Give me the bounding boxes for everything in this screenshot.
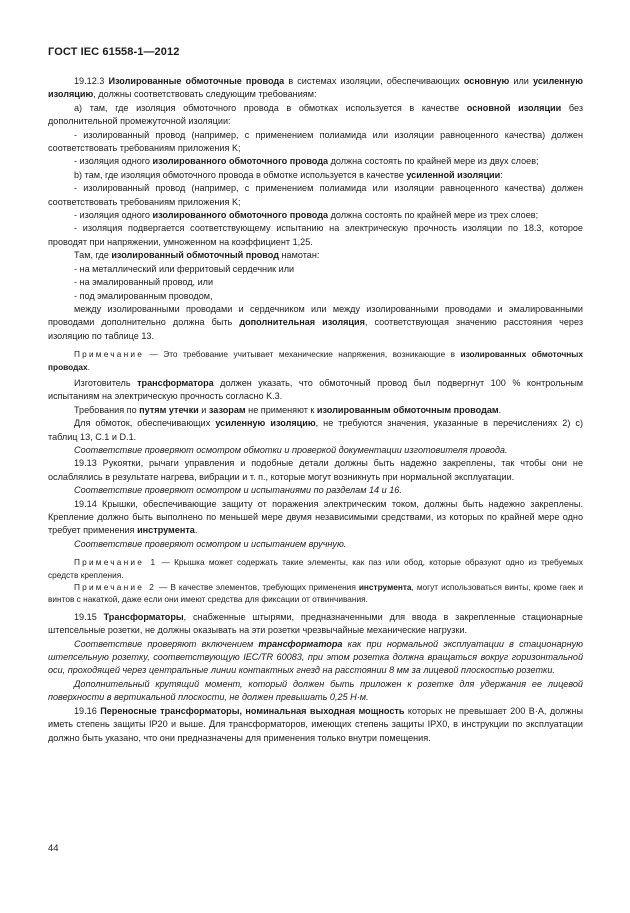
text-run: — В качестве элементов, требующих применения (156, 582, 359, 593)
term-bold: изолированным обмоточным проводам (316, 404, 499, 415)
document-body (48, 75, 583, 745)
term-bold: дополнительная изоляция (239, 317, 365, 328)
text-run: , могут использоваться винты, кроме гаек и винтов с накаткой, даже если они имеют средства для фиксации от отвинчивания. (48, 582, 584, 605)
paragraph (48, 129, 583, 156)
text-run: и (198, 404, 209, 415)
term-bold: инструмента (358, 582, 412, 593)
text-run: 19.13 Рукоятки, рычаги управления и подобные детали должны быть надежно закреплены, так чтобы они не ослаблялись в результате нагрева, вибрации и т. п., которые могут возникнуть при нормальной эксплуатации. (48, 458, 583, 482)
text-run: - изоляция подвергается соответствующему испытанию на электрическую прочность изоляции по 18.3, которое проводят при напряжении, умноженном на коэффициент 1,25. (48, 223, 583, 247)
text-run: . (194, 525, 198, 536)
term-bold: трансформатора (137, 377, 214, 388)
text-run: - изолированный провод (например, с применением полиамида или изоляции равноценного качества) должен соответствовать требованиям приложения K; (48, 183, 583, 207)
text-run: которых не превышает 200 В·А, должны иметь степень защиты IP20 и выше. Для трансформаторов, имеющих степень защиты IPX0, в инструкции по эксплуатации должно быть указано, что они предназначены для применения только внутри помещения. (48, 705, 583, 743)
text-run: без дополнительной промежуточной изоляции: (48, 102, 583, 127)
page-number: 44 (48, 843, 59, 854)
text-run: , соответствующая значению расстояния через изоляцию по таблице 13. (48, 317, 583, 341)
text-run: , должны соответствовать следующим требованиям: (93, 89, 317, 100)
paragraph (48, 169, 583, 182)
text-run: Изготовитель (74, 377, 138, 388)
text-run: должна состоять по крайней мере из двух слоев; (328, 156, 539, 167)
term-bold: зазорам (208, 404, 246, 415)
term-bold: инструмента (137, 525, 195, 536)
term-bold: трансформатора (258, 638, 343, 649)
text-run: 19.16 (74, 705, 101, 716)
text-run: между изолированными проводами и сердечником или между изолированными проводами и эмалированными проводами дополнительно должна быть (48, 303, 583, 328)
paragraph (48, 276, 583, 289)
text-run: Дополнительный крутящий момент, который должен быть приложен к розетке для удержания ее лицевой поверхности в вертикальной плоскости, не должен превышать 0,25 Н·м. (48, 678, 583, 703)
text-run: 19.15 (74, 611, 104, 622)
text-run: : (500, 169, 503, 180)
text-run: не применяют к (245, 404, 317, 415)
text-run: — Это требование учитывает механические напряжения, возникающие в (144, 349, 461, 360)
text-run: намотан: (278, 250, 320, 261)
paragraph (48, 498, 583, 538)
paragraph (48, 290, 583, 303)
text-run: должен указать, что обмоточный провод был подвергнут 100 % контрольным испытаниям на электрическую прочность согласно K.3. (48, 377, 584, 402)
term-bold: основную (463, 76, 510, 86)
text-run: - изоляция одного (74, 156, 153, 167)
paragraph (48, 611, 583, 638)
text-run: - под эмалированным проводом, (74, 290, 213, 301)
paragraph (48, 538, 583, 551)
text-run: 19.14 Крышки, обеспечивающие защиту от поражения электрическим током, должны быть надежно закреплены. Крепление должно быть выполнено по меньшей мере двумя независимыми средствами, из которых по крайней мере одно требует применения (48, 498, 583, 536)
paragraph (48, 705, 583, 745)
note-label: Примечание 1 (74, 557, 158, 568)
text-run: Для обмоток, обеспечивающих (74, 418, 216, 429)
document-header: ГОСТ IEC 61558-1—2012 (48, 46, 180, 58)
term-bold: Изолированные обмоточные провода (108, 76, 285, 86)
term-bold: изолированный обмоточный провод (111, 250, 279, 261)
paragraph (48, 404, 583, 417)
term-bold: путям утечки (139, 404, 199, 415)
note-paragraph (48, 581, 583, 606)
paragraph (48, 222, 583, 249)
text-run: Соответствие проверяют осмотром обмотки и проверкой документации изготовителя провода. (74, 444, 508, 455)
text-run: Соответствие проверяют осмотром и испытаниями по разделам 14 и 16. (74, 485, 402, 496)
text-run: - на металлический или ферритовый сердечник или (74, 263, 295, 274)
text-run: - изоляция одного (74, 210, 153, 221)
text-run: Соответствие проверяют включением (74, 638, 259, 649)
paragraph (48, 263, 583, 276)
term-bold: основной изоляции (466, 102, 562, 113)
term-bold: усиленную изоляцию (215, 418, 316, 429)
note-label: Примечание (74, 349, 145, 360)
paragraph (48, 638, 583, 678)
paragraph (48, 155, 583, 168)
text-run: . (498, 404, 502, 415)
note-label: Примечание 2 (74, 582, 157, 593)
term-bold: изолированного обмоточного провода (152, 210, 329, 221)
text-run: , не требуются значения, указанные в перечислениях 2) c) таблиц 13, C.1 и D.1. (48, 418, 583, 442)
paragraph (48, 209, 583, 222)
term-bold: усиленную изоляцию (48, 76, 583, 100)
text-run: - изолированный провод (например, с применением полиамида или изоляции равноценного качества) должен соответствовать требованиям приложения K; (48, 129, 583, 154)
paragraph (48, 678, 583, 705)
paragraph (48, 417, 583, 444)
term-bold: усиленной изоляции (406, 169, 501, 180)
paragraph (48, 75, 583, 102)
term-bold: изолированного обмоточного провода (152, 156, 329, 167)
paragraph (48, 377, 583, 404)
note-paragraph (48, 556, 583, 581)
text-run: Там, где (74, 250, 112, 261)
text-run: , снабженные штырями, предназначенными для ввода в закрепленные стационарные штепсельные розетки, не должны оказывать на эти розетки чрезвычайные механические нагрузки. (48, 611, 583, 636)
paragraph (48, 102, 583, 129)
paragraph (48, 249, 583, 262)
text-run: должна состоять по крайней мере из трех слоев; (328, 210, 539, 221)
term-bold: Трансформаторы (103, 611, 184, 622)
text-run: a) там, где изоляция обмоточного провода в обмотках используется в качестве (74, 102, 467, 113)
paragraph (48, 182, 583, 209)
text-run: — Крышка может содержать такие элементы, как паз или обод, которые образуют одно из требуемых средств крепления. (48, 557, 583, 580)
paragraph (48, 444, 583, 457)
paragraph (48, 484, 583, 497)
text-run: b) там, где изоляция обмоточного провода в обмотке используется в качестве (74, 169, 407, 180)
note-paragraph (48, 348, 583, 373)
text-run: 19.12.3 (74, 76, 109, 86)
term-bold: изолированных обмоточных проводах (48, 349, 583, 372)
text-run: . (87, 361, 90, 372)
term-bold: Переносные трансформаторы, номинальная выходная мощность (100, 705, 405, 716)
text-run: Требования по (74, 404, 140, 415)
text-run: в системах изоляции, обеспечивающих (284, 76, 464, 86)
text-run: как при нормальной эксплуатации в стационарную штепсельную розетку, соответствующую IEC/TR 60083, при этом розетка должна вращаться вокруг горизонтальной оси, проходящей через центральные линии контактных гнезд на расстоянии 8 мм за лицевой плоскостью розетки. (48, 638, 583, 676)
text-run: - на эмалированный провод, или (74, 277, 214, 288)
text-run: Соответствие проверяют осмотром и испытанием вручную. (74, 538, 347, 549)
paragraph (48, 303, 583, 343)
paragraph (48, 457, 583, 484)
text-run: или (509, 76, 533, 86)
